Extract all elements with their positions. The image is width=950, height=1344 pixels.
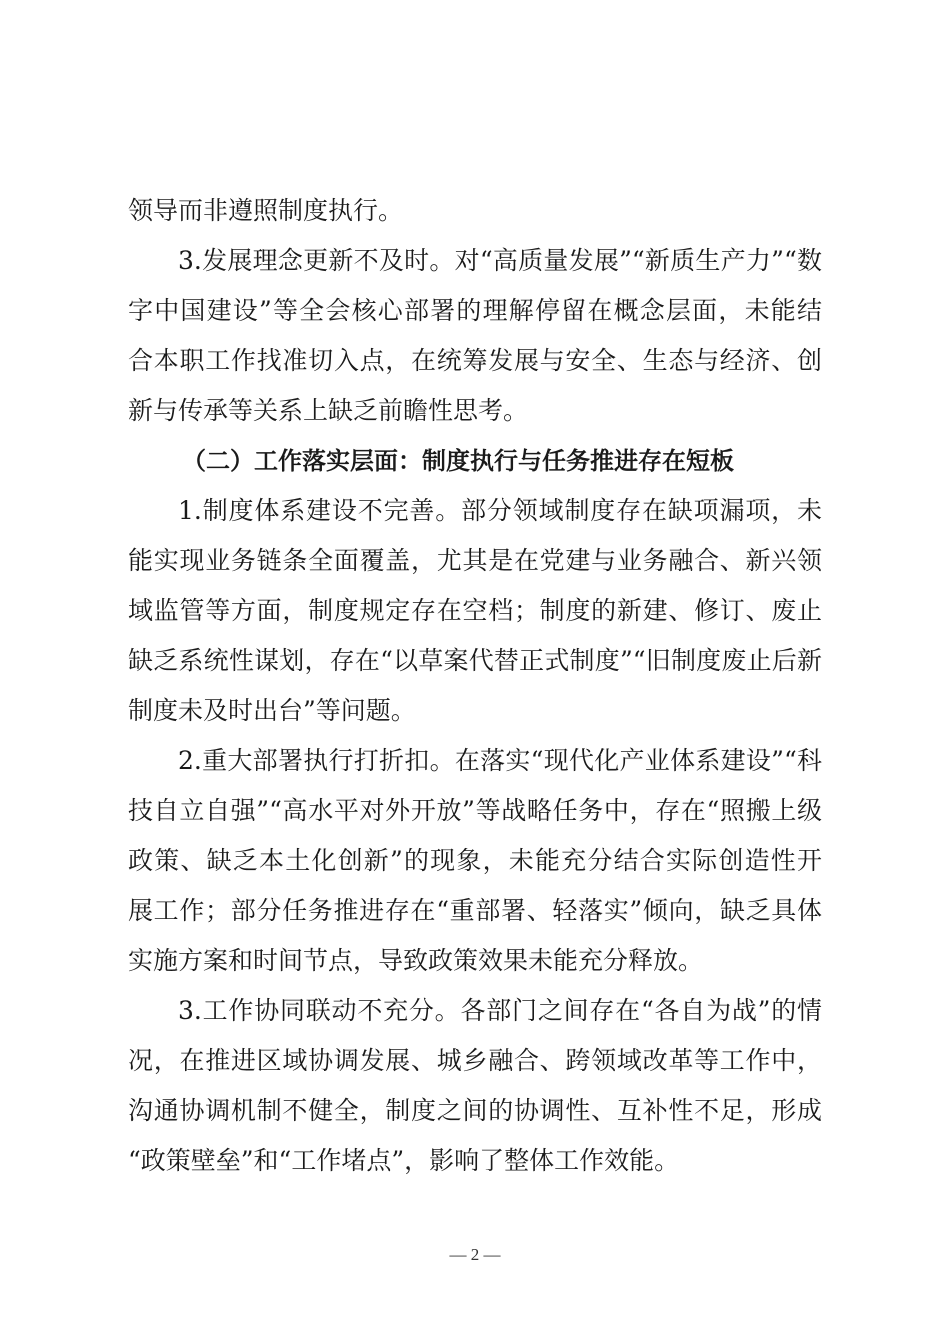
text-line: 政策、缺乏本土化创新”的现象，未能充分结合实际创造性开 (128, 846, 822, 875)
text-line: 展工作；部分任务推进存在“重部署、轻落实”倾向，缺乏具体 (128, 896, 822, 925)
document-body (128, 186, 822, 1186)
text-line: 况，在推进区域协调发展、城乡融合、跨领域改革等工作中， (128, 1046, 822, 1075)
page-number: — 2 — (449, 1245, 501, 1264)
text-line: 1.制度体系建设不完善。部分领域制度存在缺项漏项，未 (178, 496, 822, 525)
section-heading: （二）工作落实层面：制度执行与任务推进存在短板 (182, 447, 734, 475)
text-line: 3.发展理念更新不及时。对“高质量发展”“新质生产力”“数 (178, 246, 822, 275)
text-line: 2.重大部署执行打折扣。在落实“现代化产业体系建设”“科 (178, 746, 822, 775)
text-line: 技自立自强”“高水平对外开放”等战略任务中，存在“照搬上级 (128, 796, 822, 825)
text-line: 能实现业务链条全面覆盖，尤其是在党建与业务融合、新兴领 (128, 546, 822, 575)
text-line: 沟通协调机制不健全，制度之间的协调性、互补性不足，形成 (128, 1096, 822, 1125)
text-line: 领导而非遵照制度执行。 (128, 196, 404, 225)
text-line: 合本职工作找准切入点，在统筹发展与安全、生态与经济、创 (128, 346, 822, 375)
text-line: “政策壁垒”和“工作堵点”，影响了整体工作效能。 (128, 1146, 680, 1175)
text-line: 缺乏系统性谋划，存在“以草案代替正式制度”“旧制度废止后新 (128, 646, 822, 675)
text-line: 字中国建设”等全会核心部署的理解停留在概念层面，未能结 (128, 296, 822, 325)
text-line: 新与传承等关系上缺乏前瞻性思考。 (128, 396, 529, 425)
text-line: 3.工作协同联动不充分。各部门之间存在“各自为战”的情 (178, 996, 822, 1025)
text-line: 制度未及时出台”等问题。 (128, 696, 416, 725)
text-line: 实施方案和时间节点，导致政策效果未能充分释放。 (128, 946, 704, 975)
text-line: 域监管等方面，制度规定存在空档；制度的新建、修订、废止 (128, 596, 822, 625)
